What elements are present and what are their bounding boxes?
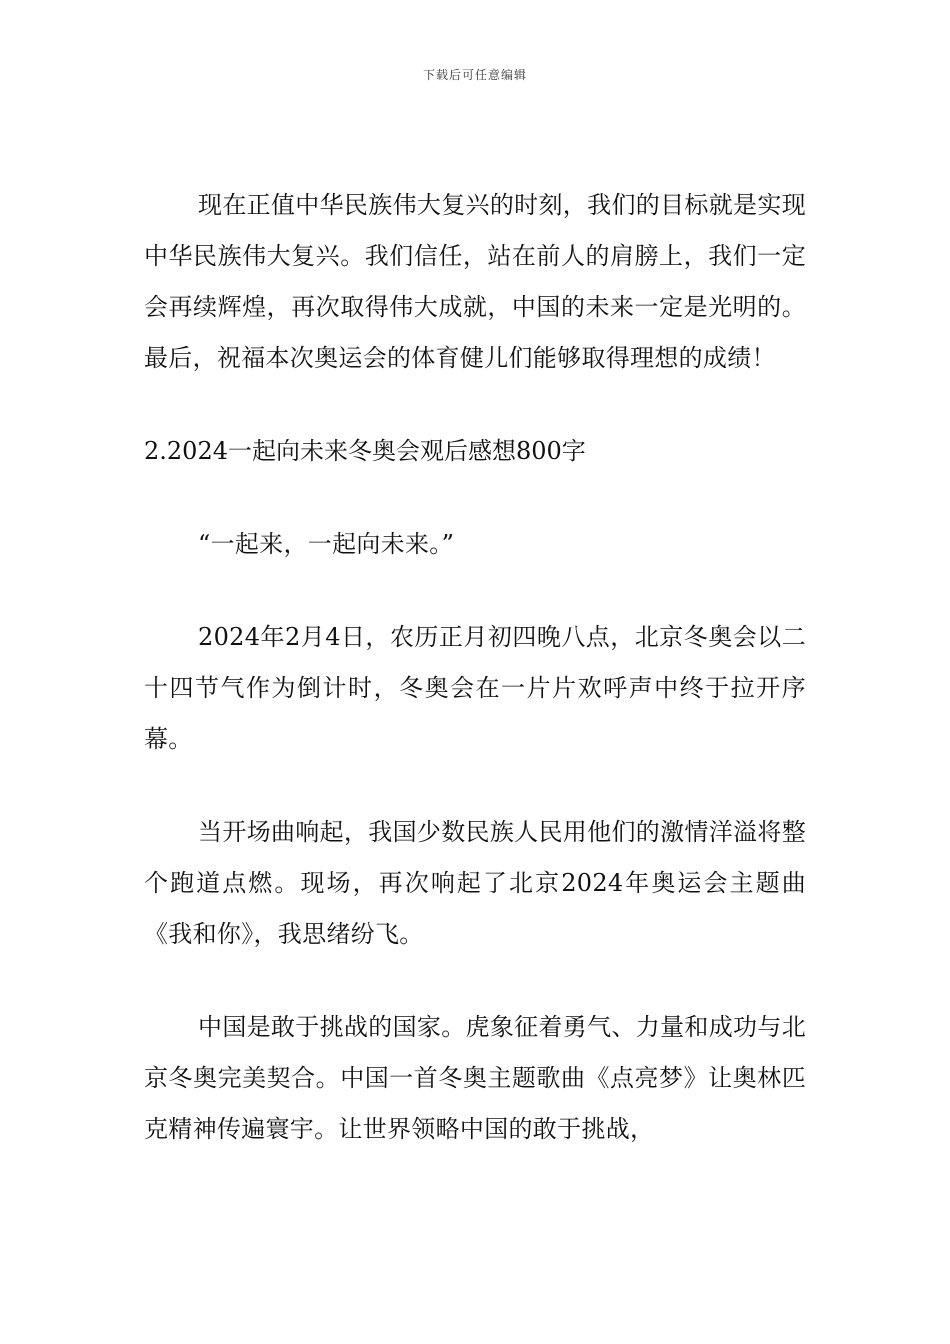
paragraph-quote: “一起来，一起向未来。” (198, 530, 455, 558)
paragraph-opening-song: 当开场曲响起，我国少数民族人民用他们的激情洋溢将整个跑道点燃。现场，再次响起了北京2024年奥运会主题曲《我和你》，我思绪纷飞。 (144, 818, 806, 948)
section-heading: 2.2024一起向未来冬奥会观后感想800字 (144, 437, 586, 465)
document-body (144, 180, 806, 1155)
paragraph-china-challenge: 中国是敢于挑战的国家。虎象征着勇气、力量和成功与北京冬奥完美契合。中国一首冬奥主题歌曲《点亮梦》让奥林匹克精神传遍寰宇。让世界领略中国的敢于挑战， (144, 1013, 806, 1143)
paragraph-closing: 现在正值中华民族伟大复兴的时刻，我们的目标就是实现中华民族伟大复兴。我们信任，站在前人的肩膀上，我们一定会再续辉煌，再次取得伟大成就，中国的未来一定是光明的。最后，祝福本次奥运会的体育健儿们能够取得理想的成绩！ (144, 191, 806, 372)
page-header: 下载后可任意编辑 (422, 68, 527, 82)
paragraph-opening-date: 2024年2月4日，农历正月初四晚八点，北京冬奥会以二十四节气作为倒计时，冬奥会在一片片欢呼声中终于拉开序幕。 (144, 623, 806, 753)
